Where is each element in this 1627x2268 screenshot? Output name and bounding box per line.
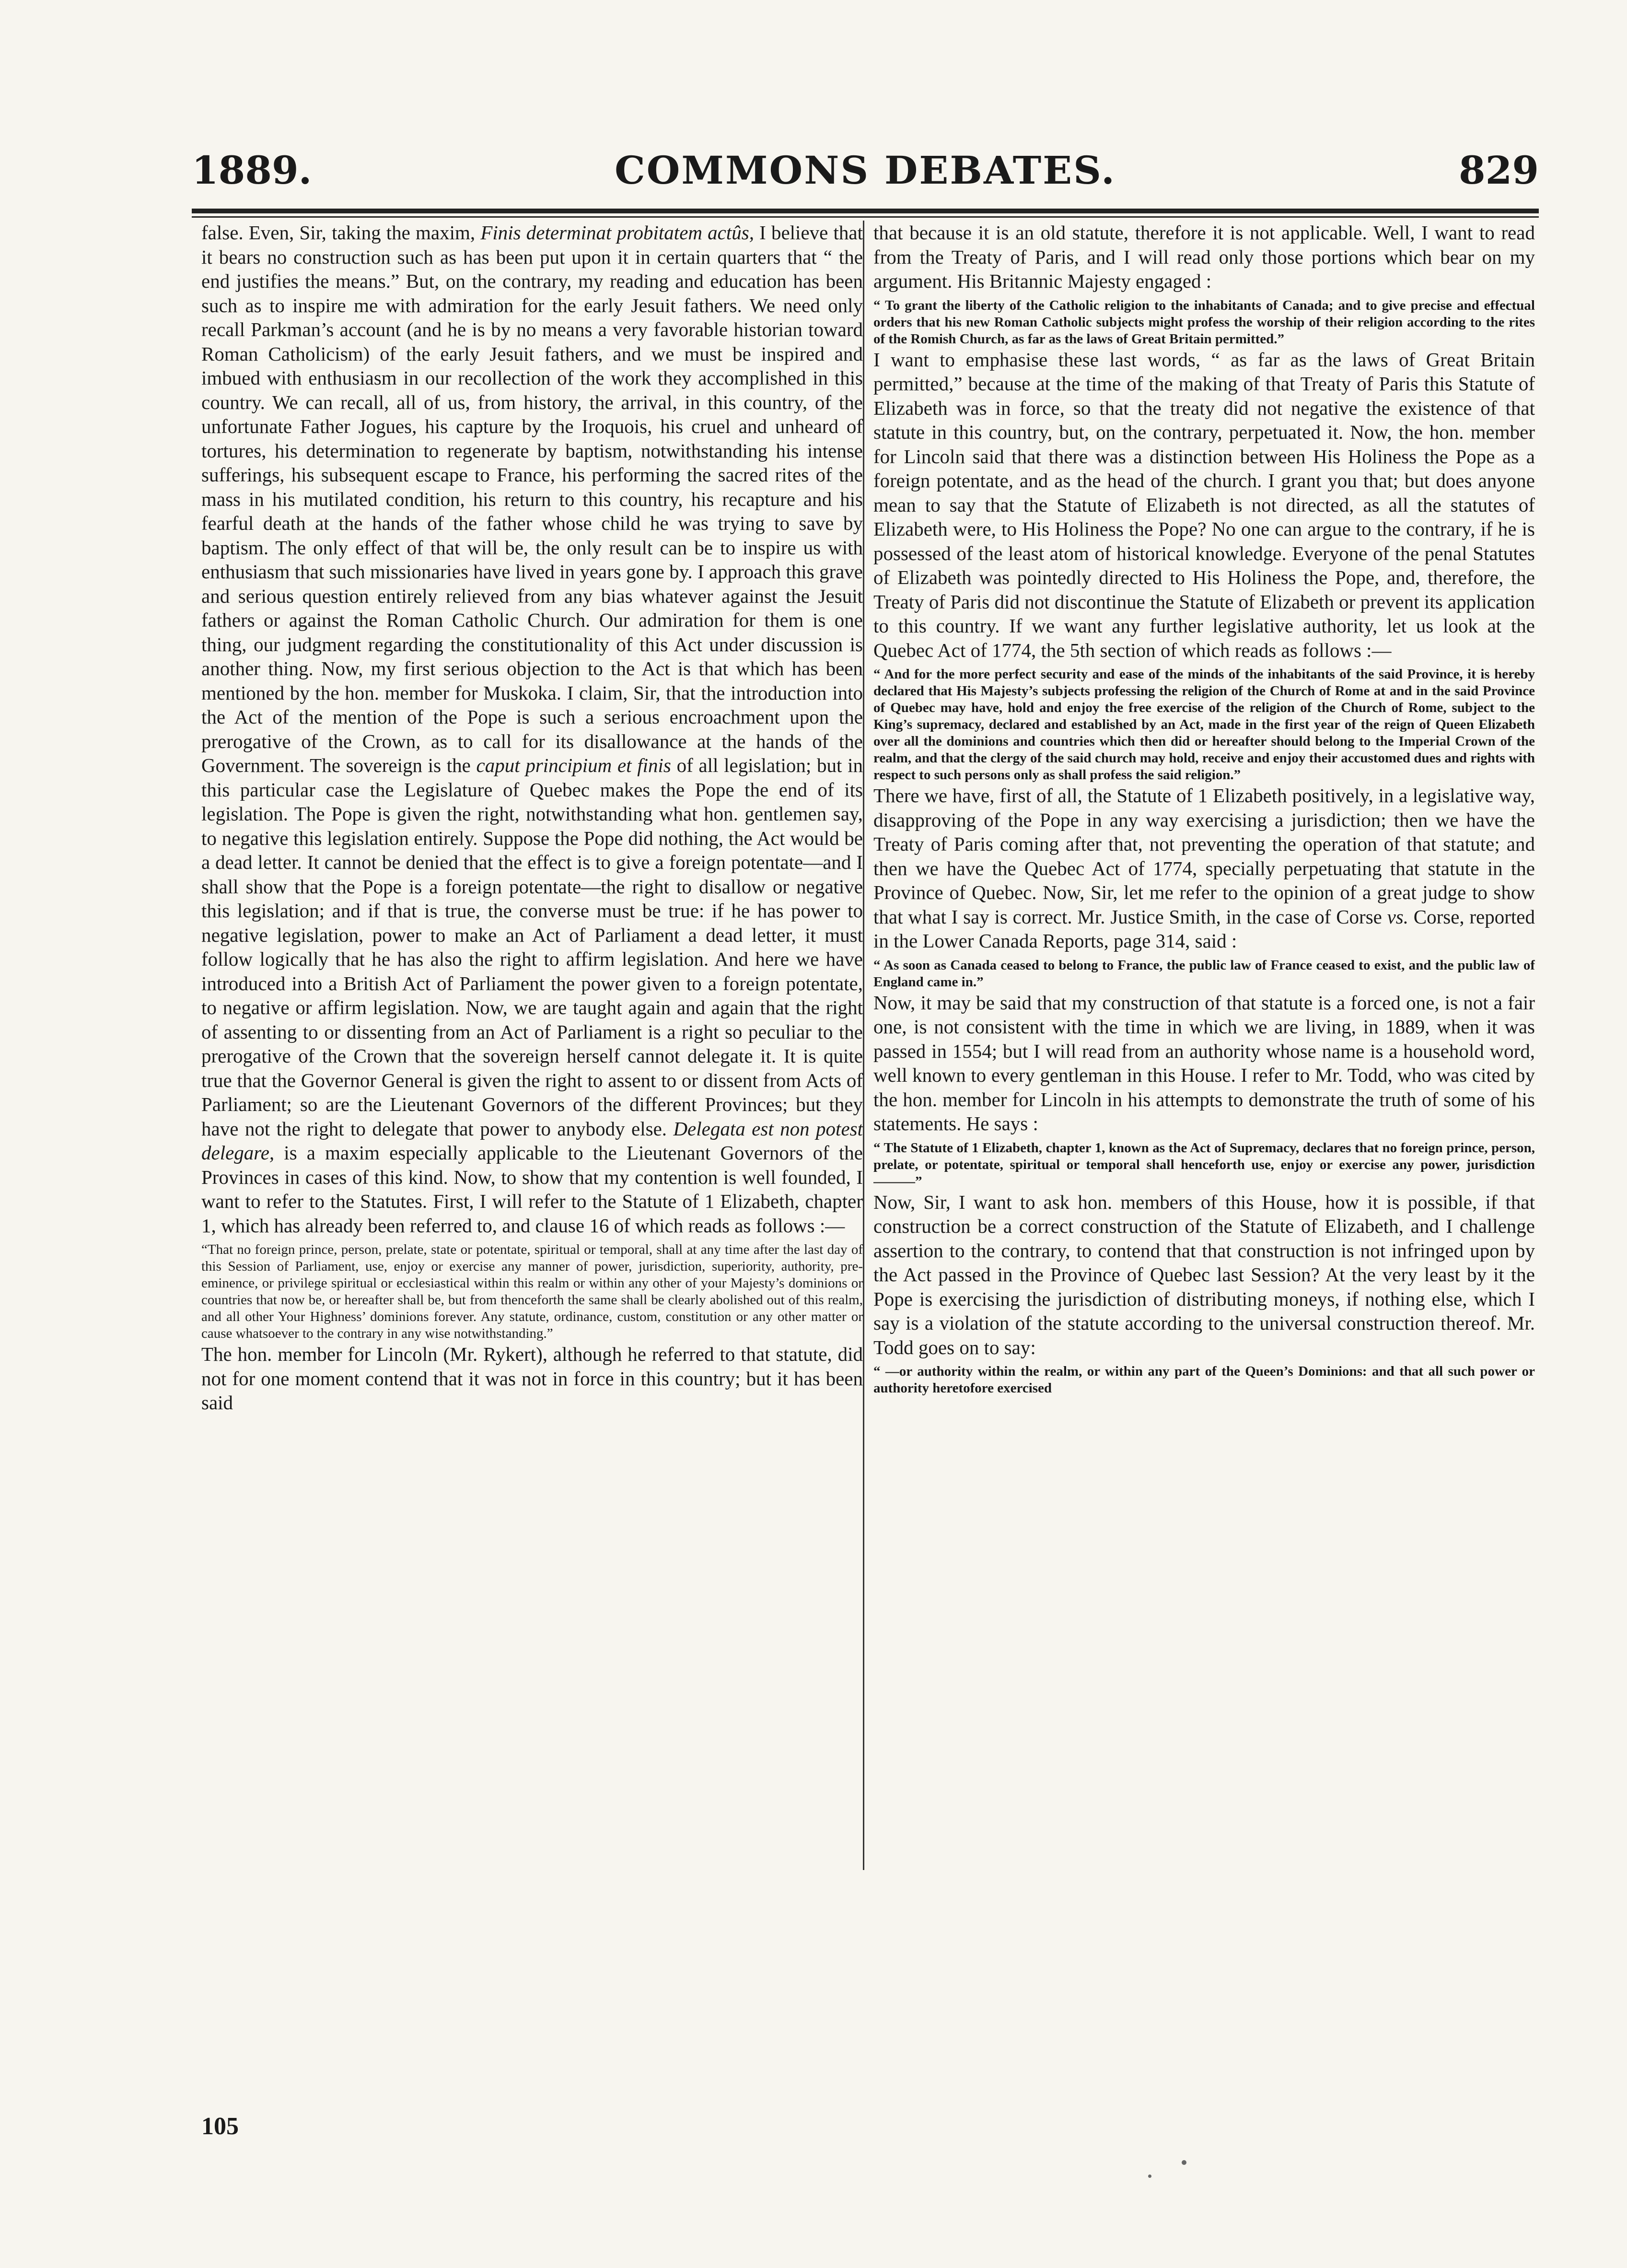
signature-mark: 105 xyxy=(201,2113,239,2140)
column-divider xyxy=(863,221,864,1870)
header-rule xyxy=(192,209,1539,213)
text-run: There we have, first of all, the Statute of 1 Elizabeth positively, in a legislative way, disapproving of the Pope in any way exercising a jurisdiction; then we have the Treaty of Paris coming after that, not preventing the operation of that statute; and then we have the Quebec Act of 1774, specially perpetuating that statute in the Province of Quebec. Now, Sir, let me refer to the opinion of a great judge to show that what I say is correct. Mr. Justice Smith, in the case of Corse xyxy=(873,784,1535,928)
quote-todd-1: “ The Statute of 1 Elizabeth, chapter 1, known as the Act of Supremacy, declares that no foreign prince, person, prelate, or potentate, spiritual or temporal shall henceforth use, enjoy or exercise any power, jurisdiction———” xyxy=(873,1140,1535,1189)
quote-quebec-act: “ And for the more perfect security and ease of the minds of the inhabitants of the said Province, it is hereby declared that His Majesty’s subjects professing the religion of the Church of Rome at and in the said Province of Quebec may have, hold and enjoy the free exercise of the religion of the Church of Rome, subject to the King’s supremacy, declared and established by an Act, made in the first year of the reign of Queen Elizabeth over all the dominions and countries which then did or hereafter should belong to the Imperial Crown of the realm, and that the clergy of the said church may hold, receive and enjoy their accustomed dues and rights with respect to such persons only as shall profess the said religion.” xyxy=(873,666,1535,783)
right-paragraph-2: I want to emphasise these last words, “ as far as the laws of Great Britain permitted,” because at the time of the making of that Treaty of Paris this Statute of Elizabeth was in force, so that the treaty did not negative the existence of that statute in this country, but, on the contrary, perpetuated it. Now, the hon. member for Lincoln said that there was a distinction between His Holiness the Pope as a foreign potentate, and as the head of the church. I grant you that; but does anyone mean to say that the Statute of Elizabeth is not directed, as all the statutes of Elizabeth were, to His Holiness the Pope? No one can argue to the contrary, if he is possessed of the least atom of historical knowledge. Everyone of the penal Statutes of Elizabeth was pointedly directed to His Holiness the Pope, and, therefore, the Treaty of Paris did not discontinue the Statute of Elizabeth or prevent its application to this country. If we want any further legislative authority, let us look at the Quebec Act of 1774, the 5th section of which reads as follows :— xyxy=(873,348,1535,661)
quote-todd-2: “ —or authority within the realm, or within any part of the Queen’s Dominions: and that all such power or authority heretofore exercised xyxy=(873,1364,1535,1396)
header-title: COMMONS DEBATES. xyxy=(615,148,1116,193)
case-abbrev: vs. xyxy=(1387,905,1408,928)
right-paragraph-3 xyxy=(873,783,1535,953)
latin-maxim: Finis determinat probitatem actûs, xyxy=(480,222,754,244)
ink-speck xyxy=(1182,2160,1186,2165)
header-page-number: 829 xyxy=(1459,148,1539,193)
ink-speck xyxy=(1148,2174,1151,2178)
header-year: 1889. xyxy=(192,148,312,193)
text-run: of all legislation; but in this particular case the Legislature of Quebec makes the Pope the end of its legislation. The Pope is given the right, notwithstanding what hon. gentlemen say, to negative this legislation entirely. Suppose the Pope did nothing, the Act would be a dead letter. It cannot be denied that the effect is to give a foreign potentate—and I shall show that the Pope is a foreign potentate—the right to disallow or negative this legislation; and if that is true, the converse must be true: if he has power to negative legislation, power to make an Act of Parliament a dead letter, it must follow logically that he has also the right to affirm legislation. And here we have introduced into a British Act of Parliament the power given to a foreign potentate, to negative or affirm legislation. Now, we are taught again and again that the right of assenting to or dissenting from an Act of Parliament is a right so peculiar to the prerogative of the Crown that the sovereign herself cannot delegate it. It is quite true that the Governor General is given the right to assent to or dissent from Acts of Parliament; so are the Lieutenant Governors of the different Provinces; but they have not the right to delegate that power to anybody else. xyxy=(201,754,863,1140)
quote-treaty-of-paris: “ To grant the liberty of the Catholic religion to the inhabitants of Canada; and to give precise and effectual orders that his new Roman Catholic subjects might profess the worship of their religion according to the rites of the Romish Church, as far as the laws of Great Britain permitted.” xyxy=(873,297,1535,347)
right-column xyxy=(873,221,1535,2062)
latin-phrase: caput principium et finis xyxy=(476,754,671,776)
left-paragraph-1 xyxy=(201,221,863,1238)
text-run: Corse, reported in the Lower Canada Reports, page 314, said : xyxy=(873,905,1535,952)
latin-maxim: Delegata est non potest delegare, xyxy=(201,1117,863,1164)
right-paragraph-4: Now, it may be said that my construction of that statute is a forced one, is not a fair one, is not consistent with the time in which we are living, in 1889, when it was passed in 1554; but I will read from an authority whose name is a household word, well known to every gentleman in this House. I refer to Mr. Todd, who was cited by the hon. member for Lincoln in his attempts to demonstrate the truth of some of his statements. He says : xyxy=(873,991,1535,1134)
text-run: is a maxim especially applicable to the Lieutenant Governors of the Provinces in cases of this kind. Now, to show that my contention is well founded, I want to refer to the Statutes. First, I will refer to the Statute of 1 Elizabeth, chapter 1, which has already been referred to, and clause 16 of which reads as follows :— xyxy=(201,1142,863,1237)
text-run: I believe that it bears no construction such as has been put upon it in certain quarters that “ the end justifies the means.” But, on the contrary, my reading and education has been such as to inspire me with admiration for the early Jesuit fathers. We need only recall Parkman’s account (and he is by no means a very favorable historian toward Roman Catholicism) of the early Jesuit fathers, and we must be inspired and imbued with enthusiasm in our recollection of the work they accomplished in this country. We can recall, all of us, from history, the arrival, in this country, of the unfortunate Father Jogues, his capture by the Iroquois, his cruel and unheard of tortures, his determination to regenerate by baptism, notwithstanding his intense sufferings, his subsequent escape to France, his performing the sacred rites of the mass in his mutilated condition, his return to this country, his recapture and his fearful death at the hands of the father whose child he was trying to save by baptism. The only effect of that will be, the only result can be to inspire us with enthusiasm that such missionaries have lived in years gone by. I approach this grave and serious question entirely relieved from any bias whatever against the Jesuit fathers or against the Roman Catholic Church. Our admiration for them is one thing, our judgment regarding the constitutionality of this Act under discussion is another thing. Now, my first serious objection to the Act is that which has been mentioned by the hon. member for Muskoka. I claim, Sir, that the introduction into the Act of the mention of the Pope is such a serious encroachment upon the prerogative of the Crown, as to call for its disallowance at the hands of the Government. The sovereign is the xyxy=(201,222,863,776)
right-paragraph-5: Now, Sir, I want to ask hon. members of this House, how it is possible, if that construction be a correct construction of the Statute of Elizabeth, and I challenge assertion to the contrary, to contend that that construction is not infringed upon by the Act passed in the Province of Quebec last Session? At the very least by it the Pope is exercising the jurisdiction of distributing moneys, if nothing else, which I say is a violation of the statute according to the universal construction thereof. Mr. Todd goes on to say: xyxy=(873,1191,1535,1358)
quote-elizabeth-statute: “That no foreign prince, person, prelate, state or potentate, spiritual or temporal, shall at any time after the last day of this Session of Parliament, use, enjoy or exercise any manner of power, jurisdiction, superiority, authority, pre-eminence, or privilege spiritual or ecclesiastical within this realm or within any other of your Majesty’s dominions or countries that now be, or hereafter shall be, but from thenceforth the same shall be clearly abolished out of this realm, and all other Your Highness’ dominions forever. Any statute, ordinance, custom, constitution or any other matter or cause whatsoever to the contrary in any wise notwithstanding.” xyxy=(201,1242,863,1341)
header-rule-thin xyxy=(192,216,1539,218)
right-paragraph-1: that because it is an old statute, therefore it is not applicable. Well, I want to read from the Treaty of Paris, and I will read only those portions which bear on my argument. His Britannic Majesty engaged : xyxy=(873,222,1535,292)
left-column xyxy=(201,221,863,2124)
text-run: false. Even, Sir, taking the maxim, xyxy=(201,222,481,244)
left-paragraph-2: The hon. member for Lincoln (Mr. Rykert), although he referred to that statute, did not for one moment contend that it was not in force in this country; but it has been said xyxy=(201,1343,863,1414)
quote-justice-smith: “ As soon as Canada ceased to belong to France, the public law of France ceased to exist, and the public law of England came in.” xyxy=(873,957,1535,990)
page-header xyxy=(192,144,1539,216)
